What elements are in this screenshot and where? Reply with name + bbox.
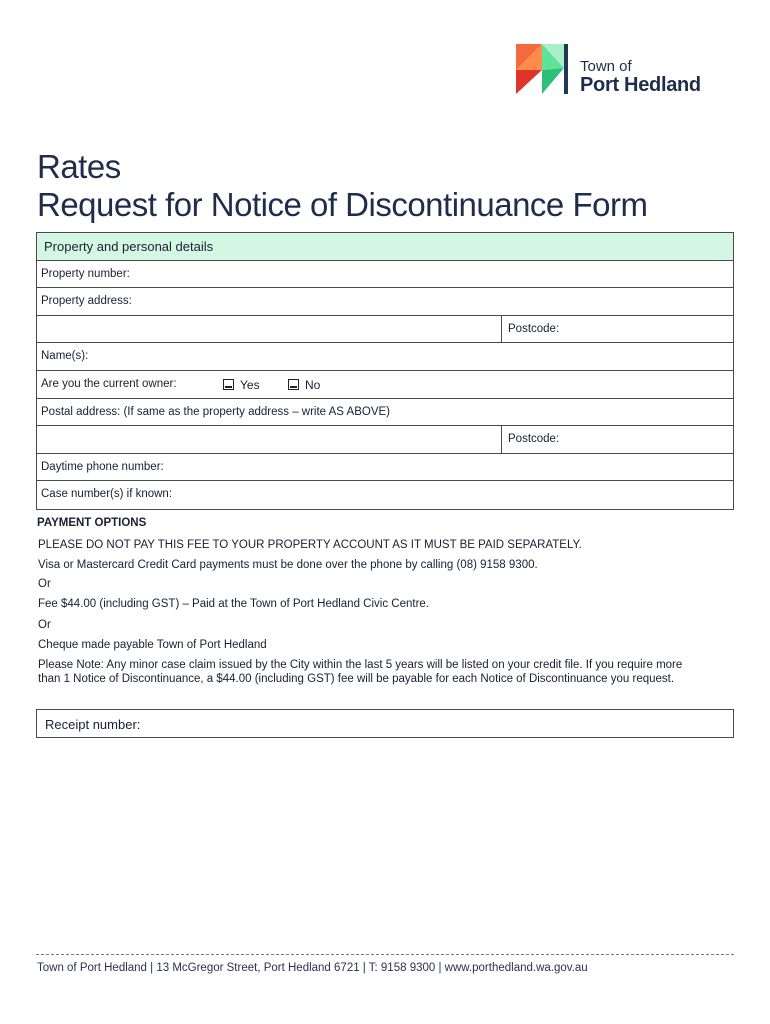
payment-note: Please Note: Any minor case claim issued by the City within the last 5 years will be listed on your credit file. If you require more than 1 Notice of Discontinuance, a $44.00 (including GST) fee will be payable for each Notice of Discontinuance you request.	[38, 659, 683, 685]
owner-no-label: No	[305, 377, 321, 392]
payment-cheque-info: Cheque made payable Town of Port Hedland	[38, 639, 267, 651]
owner-yes-checkbox[interactable]	[223, 378, 260, 392]
logo-text-town-of: Town of	[580, 58, 632, 75]
payment-fee-info: Fee $44.00 (including GST) – Paid at the Town of Port Hedland Civic Centre.	[38, 598, 429, 610]
daytime-phone-field[interactable]	[37, 454, 733, 482]
payment-card-info: Visa or Mastercard Credit Card payments must be done over the phone by calling (08) 9158 9300.	[38, 559, 538, 571]
form-section-header	[37, 233, 733, 261]
daytime-phone-label: Daytime phone number:	[41, 460, 164, 473]
property-number-label: Property number:	[41, 267, 130, 280]
property-address-line2-field[interactable]	[37, 316, 733, 344]
logo-mark-icon	[516, 44, 574, 96]
postal-address-line2-field[interactable]	[37, 426, 733, 454]
receipt-number-field[interactable]	[36, 709, 734, 738]
payment-warning: PLEASE DO NOT PAY THIS FEE TO YOUR PROPERTY ACCOUNT AS IT MUST BE PAID SEPARATELY.	[38, 539, 582, 551]
postal-address-label: Postal address: (If same as the property address – write AS ABOVE)	[41, 405, 390, 418]
town-logo	[516, 44, 726, 96]
property-details-form	[36, 232, 734, 510]
payment-options-heading: PAYMENT OPTIONS	[37, 517, 147, 529]
current-owner-row	[37, 371, 733, 399]
checkbox-icon	[288, 379, 299, 390]
logo-text-port-hedland: Port Hedland	[580, 74, 701, 96]
property-number-field[interactable]	[37, 261, 733, 289]
page-title-form: Request for Notice of Discontinuance Form	[37, 186, 648, 223]
case-numbers-field[interactable]	[37, 481, 733, 509]
payment-or-2: Or	[38, 619, 51, 631]
postal-address-field[interactable]	[37, 399, 733, 427]
property-postcode-label: Postcode:	[508, 322, 560, 335]
payment-or-1: Or	[38, 578, 51, 590]
footer-divider	[36, 954, 734, 955]
page-title-rates: Rates	[37, 148, 121, 185]
owner-no-checkbox[interactable]	[288, 378, 320, 392]
footer-contact: Town of Port Hedland | 13 McGregor Street, Port Hedland 6721 | T: 9158 9300 | www.porthedland.wa.gov.au	[37, 962, 588, 974]
receipt-number-label: Receipt number:	[45, 717, 141, 732]
names-label: Name(s):	[41, 350, 89, 363]
property-address-label: Property address:	[41, 295, 132, 308]
current-owner-label: Are you the current owner:	[41, 377, 177, 390]
postal-postcode-label: Postcode:	[508, 433, 560, 446]
property-address-field[interactable]	[37, 288, 733, 316]
owner-yes-label: Yes	[240, 377, 260, 392]
names-field[interactable]	[37, 343, 733, 371]
property-postcode-field[interactable]	[501, 316, 560, 343]
postal-postcode-field[interactable]	[501, 426, 560, 453]
checkbox-icon	[223, 379, 234, 390]
case-numbers-label: Case number(s) if known:	[41, 488, 173, 501]
section-title: Property and personal details	[44, 239, 214, 254]
